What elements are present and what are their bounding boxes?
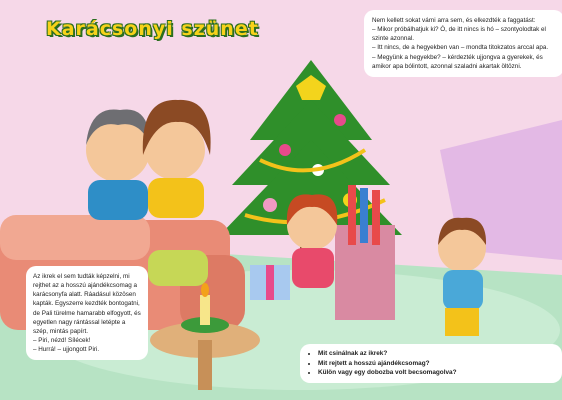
gift-box-small — [250, 265, 290, 300]
story-text-box-top — [364, 10, 562, 77]
boy-figure — [438, 218, 486, 336]
page-title: Karácsonyi szünet — [46, 18, 259, 40]
story-paragraph: – Itt nincs, de a hegyekben van – mondta titokzatos arccal apa. — [372, 44, 549, 52]
story-paragraph: Az ikrek el sem tudták képzelni, mi rejthet az a hosszú ajándékcsomag a karácsonyfa alatt. Ráadásul közösen kapták. Egyszerre kezdték bontogatni, de Pali türelme hamarabb elfogyott, és egyetlen nagy rántással letépte a szép, mintás papírt. — [33, 273, 141, 335]
mother-figure — [143, 100, 211, 218]
girl-figure — [287, 194, 337, 288]
story-paragraph: Nem kellett sokat várni arra sem, és elkezdték a faggatást: — [372, 17, 536, 24]
question-item: • Mit rejtett a hosszú ajándékcsomag? — [318, 359, 554, 369]
story-paragraph: – Hurrá! – ujjongott Piri. — [33, 346, 100, 353]
question-item: • Mit csinálnak az ikrek? — [318, 349, 554, 359]
questions-list — [308, 349, 554, 378]
story-paragraph: – Megyünk a hegyekbe? – kérdezték ujjongva a gyerekek, és amikor apa bólintott, azonnal szaladni akartak öltözni. — [372, 53, 543, 70]
story-text-box-left — [26, 266, 148, 360]
story-paragraph: – Mikor próbálhatjuk ki? Ó, de itt nincs is hó – szontyolodtak el szinte azonnal. — [372, 26, 546, 43]
questions-box — [300, 344, 562, 383]
story-paragraph: – Piri, nézd! Sílécek! — [33, 336, 91, 344]
question-item: • Külön vagy egy dobozba volt becsomagolva? — [318, 368, 554, 378]
father-figure — [86, 109, 150, 220]
